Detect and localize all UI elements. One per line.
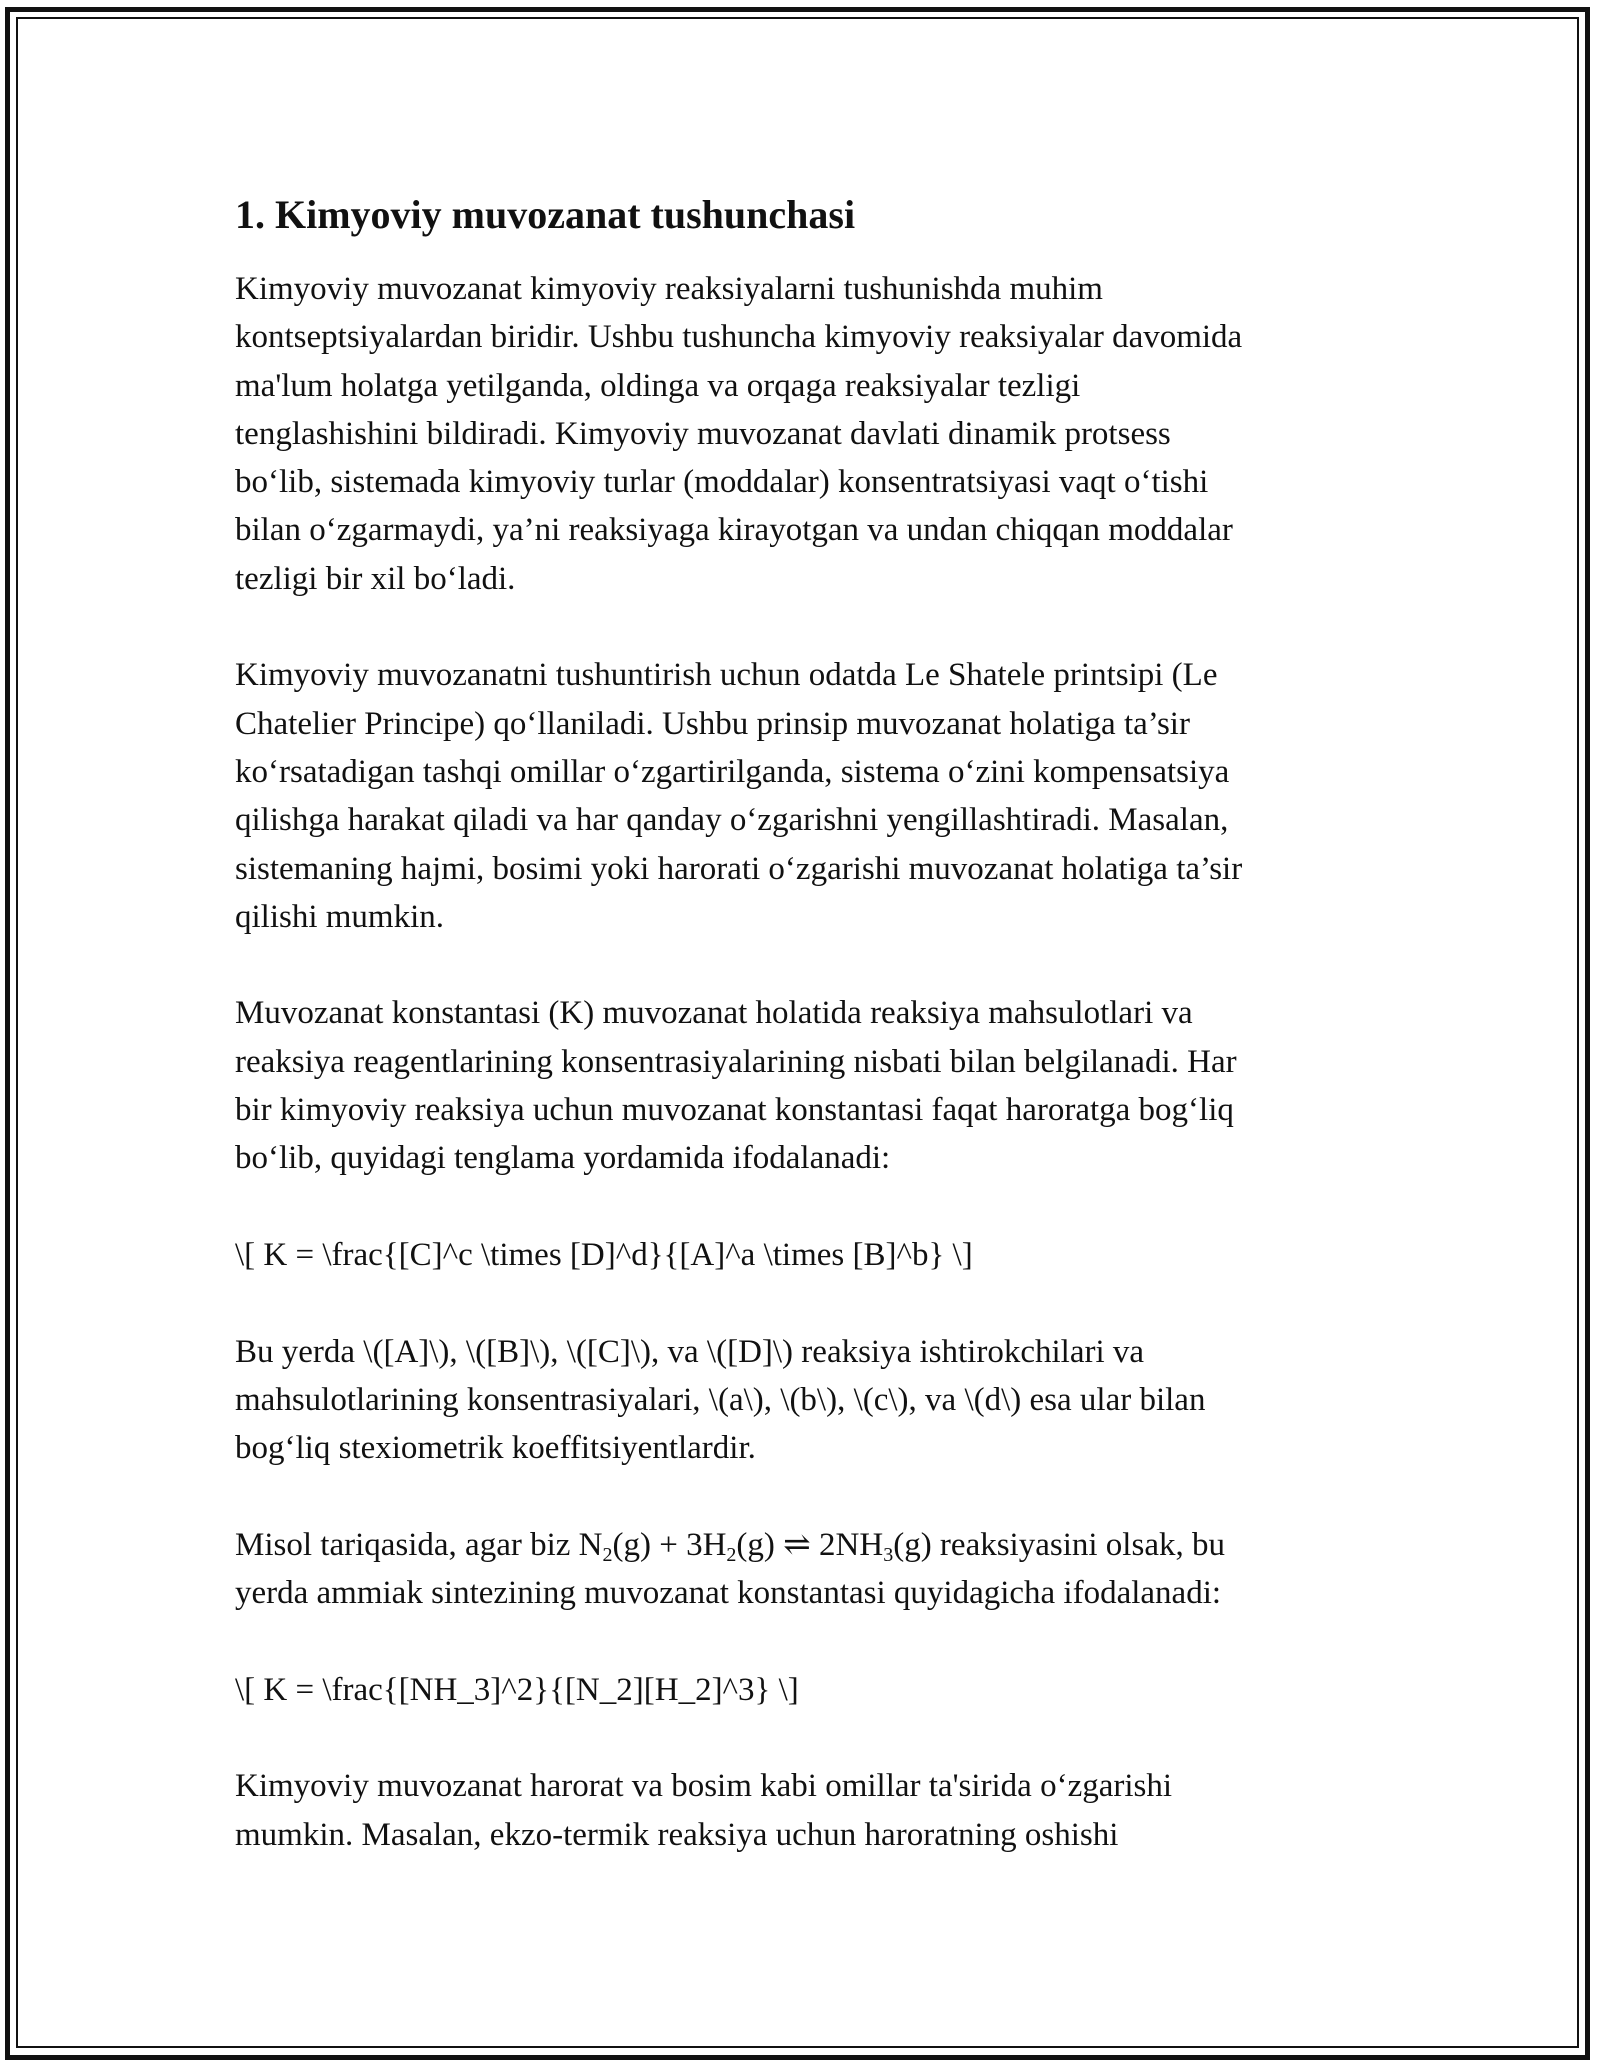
paragraph-spacer	[235, 1617, 1365, 1665]
document-body	[235, 183, 1365, 1859]
paragraph-ammonia-example	[235, 1521, 1365, 1618]
paragraph-formula-explanation	[235, 1328, 1365, 1473]
formula-general-k	[235, 1231, 1365, 1279]
paragraph-le-chatelier	[235, 651, 1365, 941]
text-line: yerda ammiak sintezining muvozanat konstantasi quyidagicha ifodalanadi:	[235, 1575, 1222, 1612]
paragraph-spacer	[235, 1279, 1365, 1327]
text-line: bo‘lib, quyidagi tenglama yordamida ifodalanadi:	[235, 1140, 891, 1177]
subscript: 2	[726, 1543, 737, 1566]
formula-ammonia-k	[235, 1666, 1365, 1714]
paragraph-equilibrium-constant	[235, 989, 1365, 1182]
text-line: tenglashishini bildiradi. Kimyoviy muvozanat davlati dinamik protsess	[235, 415, 1171, 452]
text-line: qilishi mumkin.	[235, 898, 445, 935]
text-fragment: (g) + 3H	[612, 1526, 727, 1563]
text-line: ma'lum holatga yetilganda, oldinga va orqaga reaksiyalar tezligi	[235, 367, 1081, 404]
paragraph-equilibrium-definition	[235, 265, 1365, 603]
text-line: reaksiya reagentlarining konsentrasiyalarining nisbati bilan belgilanadi. Har	[235, 1043, 1237, 1080]
text-fragment: (g) reaksiyasini olsak, bu	[893, 1526, 1225, 1563]
paragraph-spacer	[235, 1472, 1365, 1520]
text-line: bo‘lib, sistemada kimyoviy turlar (moddalar) konsentratsiyasi vaqt o‘tishi	[235, 464, 1209, 501]
text-fragment: Misol tariqasida, agar biz N	[235, 1526, 603, 1563]
text-line: Kimyoviy muvozanatni tushuntirish uchun odatda Le Shatele printsipi (Le	[235, 657, 1218, 694]
subscript: 3	[883, 1543, 894, 1566]
paragraph-spacer	[235, 1714, 1365, 1762]
text-line: bog‘liq stexiometrik koeffitsiyentlardir.	[235, 1430, 756, 1467]
text-line-with-reaction	[235, 1521, 1365, 1569]
paragraph-spacer	[235, 603, 1365, 651]
text-line: mahsulotlarining konsentrasiyalari, \(a\), \(b\), \(c\), va \(d\) esa ular bilan	[235, 1381, 1206, 1418]
text-line: Chatelier Principe) qo‘llaniladi. Ushbu prinsip muvozanat holatiga ta’sir	[235, 705, 1190, 742]
formula-text: \[ K = \frac{[NH_3]^2}{[N_2][H_2]^3} \]	[235, 1671, 799, 1708]
text-line: bir kimyoviy reaksiya uchun muvozanat konstantasi faqat haroratga bog‘liq	[235, 1092, 1234, 1129]
text-line: Muvozanat konstantasi (K) muvozanat holatida reaksiya mahsulotlari va	[235, 995, 1193, 1032]
text-line: Kimyoviy muvozanat harorat va bosim kabi omillar ta'sirida o‘zgarishi	[235, 1768, 1173, 1805]
text-line: qilishga harakat qiladi va har qanday o‘zgarishni yengillashtiradi. Masalan,	[235, 802, 1229, 839]
text-line: ko‘rsatadigan tashqi omillar o‘zgartirilganda, sistema o‘zini kompensatsiya	[235, 753, 1230, 790]
text-line: mumkin. Masalan, ekzo-termik reaksiya uchun haroratning oshishi	[235, 1816, 1119, 1853]
subscript: 2	[602, 1543, 613, 1566]
text-fragment: (g) ⇌ 2NH	[736, 1526, 884, 1563]
text-line: kontseptsiyalardan biridir. Ushbu tushuncha kimyoviy reaksiyalar davomida	[235, 319, 1243, 356]
section-heading: 1. Kimyoviy muvozanat tushunchasi	[235, 192, 856, 237]
paragraph-spacer	[235, 1183, 1365, 1231]
paragraph-spacer	[235, 941, 1365, 989]
formula-text: \[ K = \frac{[C]^c \times [D]^d}{[A]^a \times [B]^b} \]	[235, 1236, 973, 1273]
paragraph-temperature-effect	[235, 1762, 1365, 1859]
text-line: tezligi bir xil bo‘ladi.	[235, 560, 516, 597]
text-line: Bu yerda \([A]\), \([B]\), \([C]\), va \([D]\) reaksiya ishtirokchilari va	[235, 1333, 1145, 1370]
text-line: sistemaning hajmi, bosimi yoki harorati o‘zgarishi muvozanat holatiga ta’sir	[235, 850, 1243, 887]
text-line: bilan o‘zgarmaydi, ya’ni reaksiyaga kirayotgan va undan chiqqan moddalar	[235, 512, 1233, 549]
text-line: Kimyoviy muvozanat kimyoviy reaksiyalarni tushunishda muhim	[235, 271, 1103, 307]
